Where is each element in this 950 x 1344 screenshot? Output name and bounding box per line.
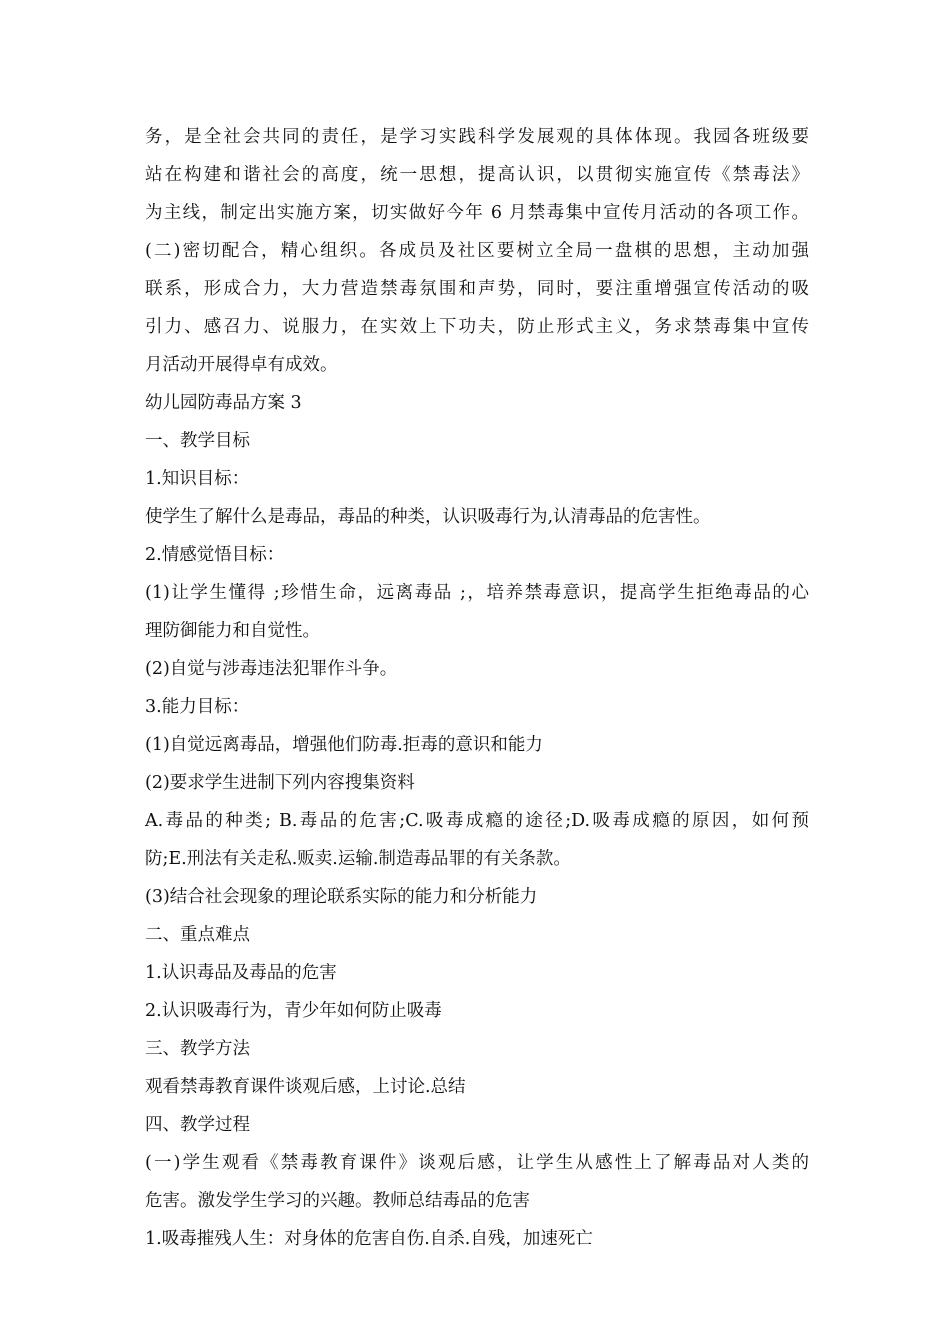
text-line: 三、教学方法 (145, 1039, 250, 1059)
text-line: 3.能力目标： (145, 697, 250, 717)
text-line: (2)要求学生进制下列内容搜集资料 (145, 773, 415, 793)
text-line: 为主线，制定出实施方案，切实做好今年 6 月禁毒集中宣传月活动的各项工作。 (145, 203, 809, 223)
text-line: (2)自觉与涉毒违法犯罪作斗争。 (145, 659, 398, 679)
text-line: (一)学生观看《禁毒教育课件》谈观后感，让学生从感性上了解毒品对人类的 (145, 1153, 809, 1173)
text-line: 站在构建和谐社会的高度，统一思想，提高认识，以贯彻实施宣传《禁毒法》 (145, 165, 809, 185)
text-line: 联系，形成合力，大力营造禁毒氛围和声势，同时，要注重增强宣传活动的吸 (145, 279, 809, 299)
text-line: (二)密切配合，精心组织。各成员及社区要树立全局一盘棋的思想，主动加强 (145, 241, 809, 261)
text-line: 月活动开展得卓有成效。 (145, 355, 338, 375)
text-line: 1.知识目标： (145, 469, 250, 489)
text-line: 理防御能力和自觉性。 (145, 621, 320, 641)
text-line: 务，是全社会共同的责任，是学习实践科学发展观的具体体现。我园各班级要 (145, 127, 809, 147)
text-line: 观看禁毒教育课件谈观后感，上讨论.总结 (145, 1077, 466, 1097)
text-line: 2.情感觉悟目标： (145, 545, 285, 565)
text-line: (1)自觉远离毒品，增强他们防毒.拒毒的意识和能力 (145, 735, 543, 755)
document-body (145, 118, 809, 1258)
text-line: 1.认识毒品及毒品的危害 (145, 963, 337, 983)
text-line: 四、教学过程 (145, 1115, 250, 1135)
text-line: A.毒品的种类; B.毒品的危害;C.吸毒成瘾的途径;D.吸毒成瘾的原因，如何预 (145, 811, 809, 831)
text-line: 一、教学目标 (145, 431, 250, 451)
text-line: 危害。激发学生学习的兴趣。教师总结毒品的危害 (145, 1191, 530, 1211)
text-line: 2.认识吸毒行为，青少年如何防止吸毒 (145, 1001, 442, 1021)
text-line: (3)结合社会现象的理论联系实际的能力和分析能力 (145, 887, 538, 907)
text-line: 防;E.刑法有关走私.贩卖.运输.制造毒品罪的有关条款。 (145, 849, 571, 869)
text-line: 1.吸毒摧残人生：对身体的危害自伤.自杀.自残，加速死亡 (145, 1229, 593, 1249)
text-line: 二、重点难点 (145, 925, 250, 945)
text-line: (1)让学生懂得 ;珍惜生命，远离毒品 ;，培养禁毒意识，提高学生拒绝毒品的心 (145, 583, 809, 603)
text-line: 幼儿园防毒品方案 3 (145, 393, 302, 413)
text-line: 使学生了解什么是毒品，毒品的种类，认识吸毒行为,认清毒品的危害性。 (145, 507, 711, 527)
text-line: 引力、感召力、说服力，在实效上下功夫，防止形式主义，务求禁毒集中宣传 (145, 317, 809, 337)
